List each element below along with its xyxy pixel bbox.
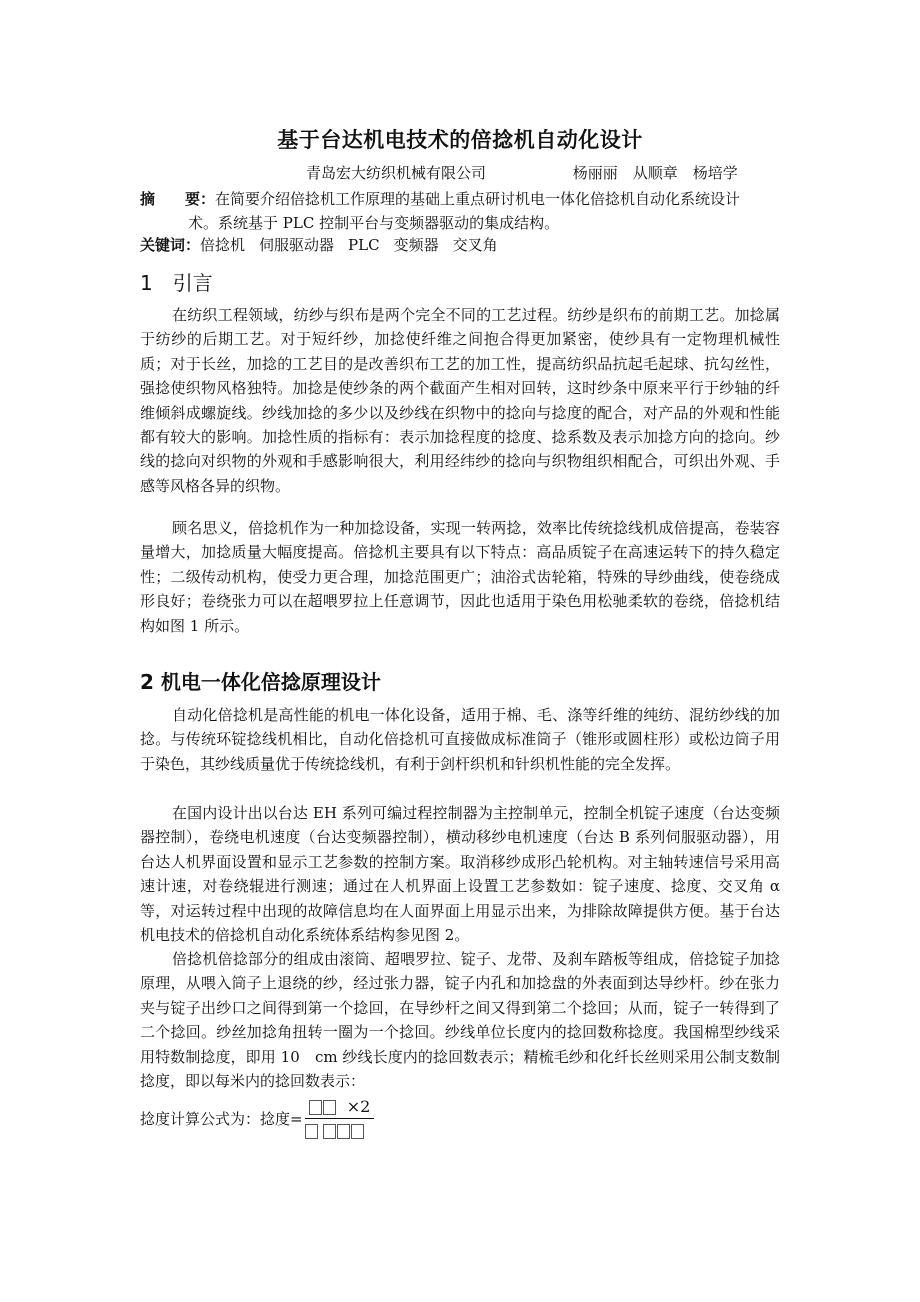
section-heading-1: 1 引言	[140, 271, 213, 295]
keyword: 倍捻机	[200, 236, 246, 254]
author-names: 杨丽丽 从顺章 杨培学	[572, 164, 738, 182]
section-heading-2: 2 机电一体化倍捻原理设计	[140, 670, 381, 694]
missing-glyph-icon	[351, 1124, 364, 1139]
keyword: 变频器	[393, 236, 439, 254]
missing-glyph-icon	[323, 1124, 336, 1139]
twist-formula	[140, 1097, 374, 1139]
missing-glyph-icon	[323, 1100, 336, 1115]
missing-glyph-icon	[305, 1124, 318, 1139]
keywords	[140, 233, 512, 257]
formula-multiplier: ×2	[346, 1097, 371, 1116]
keywords-label: 关键词：	[140, 236, 201, 254]
author-organization: 青岛宏大纺织机械有限公司	[306, 164, 487, 182]
keyword: 交叉角	[452, 236, 498, 254]
abstract-line-2: 术。系统基于 PLC 控制平台与变频器驱动的集成结构。	[188, 214, 560, 232]
formula-numerator	[305, 1097, 375, 1119]
abstract	[140, 187, 785, 235]
keyword: PLC	[348, 236, 380, 254]
author-line	[306, 162, 738, 183]
formula-denominator	[305, 1119, 370, 1139]
paragraph: 倍捻机倍捻部分的组成由滚筒、超喂罗拉、锭子、龙带、及刹车踏板等组成，倍捻锭子加捻原理，从喂入筒子上退绕的纱，经过张力器，锭子内孔和加捻盘的外表面到达导纱杆。纱在张力夹与锭子出纱口之间得到第一个捻回，在导纱杆之间又得到第二个捻回；从而，锭子一转得到了二个捻回。纱丝加捻角扭转一圈为一个捻回。纱线单位长度内的捻回数称捻度。我国棉型纱线采用特数制捻度，即用 10 cm 纱线长度内的捻回数表示；精梳毛纱和化纤长丝则采用公制支数制捻度，即以每米内的捻回数表示：	[140, 950, 780, 1091]
paragraph: 在国内设计出以台达 EH 系列可编过程控制器为主控制单元，控制全机锭子速度（台达变频器控制），卷绕电机速度（台达变频器控制），横动移纱电机速度（台达 B 系列伺服驱动器），用台达人机界面设置和显示工艺参数的控制方案。取消移纱成形凸轮机构。对主轴转速信号采用高速计速，对卷绕辊进行测速；通过在人机界面上设置工艺参数如：锭子速度、捻度、交叉角 α 等，对运转过程中出现的故障信息均在人面界面上用显示出来，为排除故障提供方便。基于台达机电技术的倍捻机自动化系统体系结构参见图 2。	[140, 804, 780, 945]
abstract-label: 摘 要：	[140, 190, 216, 208]
formula-fraction	[305, 1097, 375, 1139]
paragraph: 自动化倍捻机是高性能的机电一体化设备，适用于棉、毛、涤等纤维的纯纺、混纺纱线的加捻。与传统环锭捻线机相比，自动化倍捻机可直接做成标准筒子（锥形或圆柱形）或松边筒子用于染色，其纱线质量优于传统捻线机，有利于剑杆织机和针织机性能的完全发挥。	[140, 706, 780, 773]
missing-glyph-icon	[309, 1100, 322, 1115]
formula-label: 捻度计算公式为：捻度=	[140, 1109, 303, 1128]
paragraph: 顾名思义，倍捻机作为一种加捻设备，实现一转两捻，效率比传统捻线机成倍提高，卷装容量增大，加捻质量大幅度提高。倍捻机主要具有以下特点：高品质锭子在高速运转下的持久稳定性；二级传动机构，使受力更合理，加捻范围更广；油浴式齿轮箱，特殊的导纱曲线，使卷绕成形良好；卷绕张力可以在超喂罗拉上任意调节，因此也适用于染色用松驰柔软的卷绕，倍捻机结构如图 1 所示。	[140, 519, 780, 635]
keyword: 伺服驱动器	[259, 236, 335, 254]
abstract-text-1: 在简要介绍倍捻机工作原理的基础上重点研讨机电一体化倍捻机自动化系统设计	[215, 190, 741, 208]
paragraph: 在纺织工程领域，纺纱与织布是两个完全不同的工艺过程。纺纱是织布的前期工艺。加捻属于纺纱的后期工艺。对于短纤纱，加捻使纤维之间抱合得更加紧密，使纱具有一定物理机械性质；对于长丝，加捻的工艺目的是改善织布工艺的加工性，提高纺织品抗起毛起球、抗勾丝性，强捻使织物风格独特。加捻是使纱条的两个截面产生相对回转，这时纱条中原来平行于纱轴的纤维倾斜成螺旋线。纱线加捻的多少以及纱线在织物中的捻向与捻度的配合，对产品的外观和性能都有较大的影响。加捻性质的指标有：表示加捻程度的捻度、捻系数及表示加捻方向的捻向。纱线的捻向对织物的外观和手感影响很大，利用经纬纱的捻向与织物组织相配合，可织出外观、手感等风格各异的织物。	[140, 306, 780, 495]
missing-glyph-icon	[337, 1124, 350, 1139]
paper-title: 基于台达机电技术的倍捻机自动化设计	[277, 128, 643, 152]
abstract-line-1	[140, 187, 785, 211]
